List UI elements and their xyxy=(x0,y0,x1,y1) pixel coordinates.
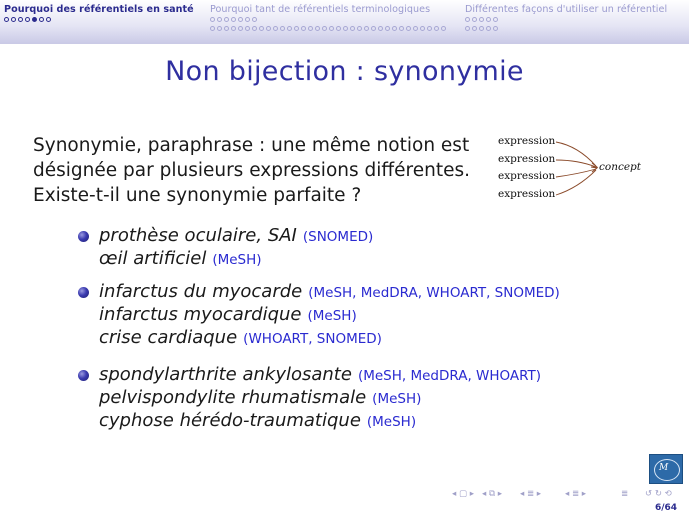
synonym-line xyxy=(99,281,560,304)
synonym-line xyxy=(99,387,541,410)
term: cyphose hérédo-traumatique xyxy=(99,410,361,431)
nav-dots-row xyxy=(4,17,194,24)
nav-frame-dot[interactable] xyxy=(273,26,278,31)
nav-frame-dot[interactable] xyxy=(210,17,215,22)
nav-frame-dot[interactable] xyxy=(280,26,285,31)
nav-frame-dot[interactable] xyxy=(25,17,30,22)
nav-frame-dot[interactable] xyxy=(399,26,404,31)
synonym-line xyxy=(99,248,373,271)
nav-frame-dot[interactable] xyxy=(238,17,243,22)
source-label: (WHOART, SNOMED) xyxy=(243,331,382,347)
nav-frame-dot[interactable] xyxy=(238,26,243,31)
nav-frame-dot[interactable] xyxy=(413,26,418,31)
nav-frame-dot[interactable] xyxy=(465,17,470,22)
source-label: (SNOMED) xyxy=(302,229,374,245)
nav-frame-dot[interactable] xyxy=(441,26,446,31)
nav-frame-dot[interactable] xyxy=(231,26,236,31)
synonym-group xyxy=(78,225,373,271)
nav-frame-dot[interactable] xyxy=(294,26,299,31)
synonym-line xyxy=(99,304,560,327)
nav-frame-dot[interactable] xyxy=(371,26,376,31)
nav-dots-row xyxy=(465,26,667,33)
nav-frame-dot[interactable] xyxy=(231,17,236,22)
nav-section-title[interactable]: Pourquoi des référentiels en santé xyxy=(4,4,194,15)
nav-frame-dot[interactable] xyxy=(329,26,334,31)
section-navigation-bar xyxy=(0,0,689,44)
nav-frame-dot[interactable] xyxy=(245,26,250,31)
nav-subsection-icons[interactable]: ◂ ⧉ ▸ xyxy=(482,489,503,499)
nav-frame-dot[interactable] xyxy=(301,26,306,31)
nav-frame-dot[interactable] xyxy=(18,17,23,22)
nav-frame-dot[interactable] xyxy=(4,17,9,22)
term: infarctus myocardique xyxy=(99,304,302,325)
synonym-group xyxy=(78,364,541,433)
nav-frame-dot[interactable] xyxy=(364,26,369,31)
nav-frame-dot[interactable] xyxy=(427,26,432,31)
page-number: 6/64 xyxy=(655,503,678,513)
bullet-icon xyxy=(78,231,89,242)
source-label: (MeSH) xyxy=(366,414,417,430)
source-label: (MeSH) xyxy=(307,308,357,324)
nav-frame-dot[interactable] xyxy=(392,26,397,31)
source-label: (MeSH, MedDRA, WHOART, SNOMED) xyxy=(308,285,560,301)
logo-text: M xyxy=(659,463,669,473)
nav-frame-dot[interactable] xyxy=(39,17,44,22)
nav-frame-dot[interactable] xyxy=(434,26,439,31)
nav-frame-dot[interactable] xyxy=(465,26,470,31)
nav-frame-icons[interactable]: ◂ ▢ ▸ xyxy=(452,489,474,499)
synonym-line xyxy=(99,327,560,350)
nav-dots-row xyxy=(465,17,667,24)
source-label: (MeSH) xyxy=(372,391,422,407)
nav-frame-dot[interactable] xyxy=(486,26,491,31)
nav-section-1[interactable] xyxy=(4,4,194,24)
nav-frame-dot[interactable] xyxy=(486,17,491,22)
nav-frame-dot[interactable] xyxy=(32,17,37,22)
nav-frame-dot[interactable] xyxy=(224,26,229,31)
diagram-expression: expression xyxy=(498,153,556,165)
synonymy-diagram xyxy=(490,134,650,206)
nav-frame-dot[interactable] xyxy=(385,26,390,31)
term: crise cardiaque xyxy=(99,327,238,348)
nav-frame-dot[interactable] xyxy=(224,17,229,22)
source-label: (MeSH) xyxy=(212,252,262,268)
term: prothèse oculaire, SAI xyxy=(99,225,297,246)
synonym-line xyxy=(99,410,541,433)
nav-document-icons[interactable]: ◂ ≣ ▸ xyxy=(565,489,587,499)
term: spondylarthrite ankylosante xyxy=(99,364,352,385)
source-label: (MeSH, MedDRA, WHOART) xyxy=(357,368,542,384)
nav-frame-dot[interactable] xyxy=(315,26,320,31)
nav-frame-dot[interactable] xyxy=(322,26,327,31)
nav-frame-dot[interactable] xyxy=(357,26,362,31)
diagram-expression: expression xyxy=(498,135,556,147)
nav-frame-dot[interactable] xyxy=(308,26,313,31)
nav-frame-dot[interactable] xyxy=(217,26,222,31)
term: pelvispondylite rhumatismale xyxy=(99,387,367,408)
nav-frame-dot[interactable] xyxy=(252,26,257,31)
nav-frame-dot[interactable] xyxy=(378,26,383,31)
synonym-line xyxy=(99,364,541,387)
nav-frame-dot[interactable] xyxy=(472,17,477,22)
synonym-line xyxy=(99,225,373,248)
nav-frame-dot[interactable] xyxy=(493,26,498,31)
nav-frame-dot[interactable] xyxy=(11,17,16,22)
nav-frame-dot[interactable] xyxy=(493,17,498,22)
diagram-concept: concept xyxy=(599,161,641,173)
nav-dots-row xyxy=(210,26,447,33)
nav-frame-dot[interactable] xyxy=(406,26,411,31)
nav-frame-dot[interactable] xyxy=(210,26,215,31)
slide-title: Non bijection : synonymie xyxy=(165,56,524,87)
nav-frame-dot[interactable] xyxy=(343,26,348,31)
intro-paragraph: Synonymie, paraphrase : une même notion est désignée par plusieurs expressions différentes. Existe-t-il une synonymie parfaite ? xyxy=(33,135,470,206)
nav-frame-dot[interactable] xyxy=(479,17,484,22)
institution-logo xyxy=(649,454,683,484)
nav-appendix-icon[interactable]: ≣ xyxy=(621,489,629,499)
term: infarctus du myocarde xyxy=(99,281,303,302)
bullet-icon xyxy=(78,370,89,381)
nav-frame-dot[interactable] xyxy=(287,26,292,31)
nav-section-title[interactable]: Pourquoi tant de référentiels terminologiques xyxy=(210,4,431,15)
nav-frame-dot[interactable] xyxy=(336,26,341,31)
nav-frame-dot[interactable] xyxy=(479,26,484,31)
nav-dots-row xyxy=(210,17,447,24)
nav-search-back-icons[interactable]: ↺ ↻ ⟲ xyxy=(645,489,672,499)
nav-frame-dot[interactable] xyxy=(245,17,250,22)
synonym-group xyxy=(78,281,560,350)
diagram-expression: expression xyxy=(498,170,556,182)
nav-frame-dot[interactable] xyxy=(217,17,222,22)
nav-section-title[interactable]: Différentes façons d'utiliser un référentiel xyxy=(465,4,668,15)
nav-section-3[interactable] xyxy=(465,4,667,33)
nav-frame-dot[interactable] xyxy=(46,17,51,22)
nav-section-2[interactable] xyxy=(210,4,447,33)
diagram-expression: expression xyxy=(498,188,556,200)
bullet-icon xyxy=(78,287,89,298)
nav-frame-dot[interactable] xyxy=(350,26,355,31)
nav-frame-dot[interactable] xyxy=(420,26,425,31)
nav-section-icons[interactable]: ◂ ≣ ▸ xyxy=(520,489,542,499)
nav-frame-dot[interactable] xyxy=(266,26,271,31)
nav-frame-dot[interactable] xyxy=(252,17,257,22)
nav-frame-dot[interactable] xyxy=(472,26,477,31)
term: œil artificiel xyxy=(99,248,207,269)
nav-frame-dot[interactable] xyxy=(259,26,264,31)
